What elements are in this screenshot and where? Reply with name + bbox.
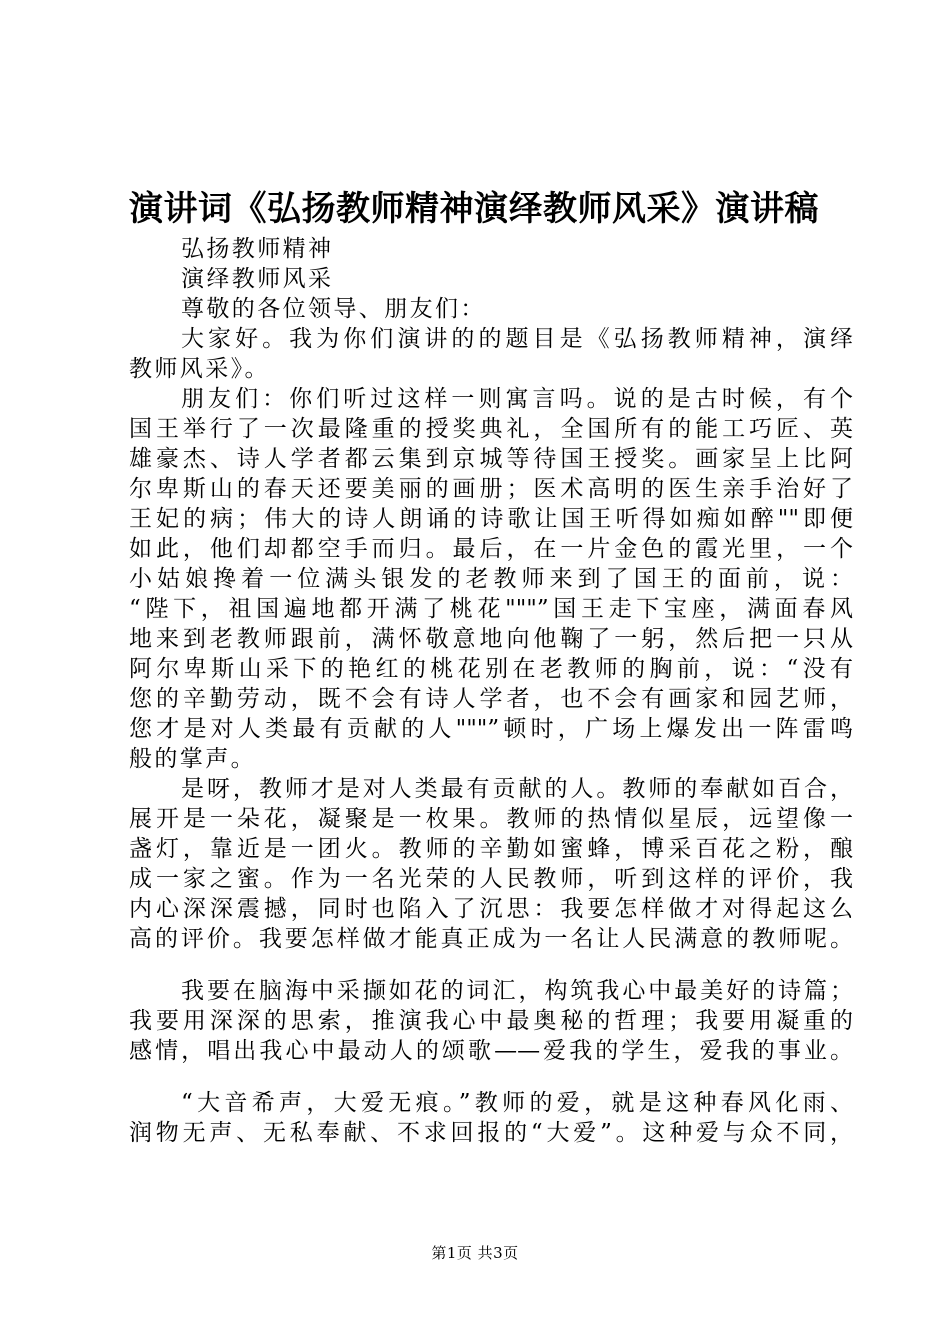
paragraph-line: “陛下，祖国遍地都开满了桃花"""”国王走下宝座，满面春风: [129, 596, 853, 622]
paragraph-line: 我要在脑海中采撷如花的词汇，构筑我心中最美好的诗篇；: [181, 978, 853, 1004]
salutation-line: 尊敬的各位领导、朋友们：: [181, 296, 486, 322]
paragraph-line: 盏灯，靠近是一团火。教师的辛勤如蜜蜂，博采百花之粉，酿: [129, 836, 853, 862]
paragraph-line: 高的评价。我要怎样做才能真正成为一名让人民满意的教师呢。: [129, 926, 853, 952]
paragraph-line: 如此，他们却都空手而归。最后，在一片金色的霞光里，一个: [129, 536, 853, 562]
paragraph-line: 我要用深深的思索，推演我心中最奥秘的哲理；我要用凝重的: [129, 1008, 853, 1034]
paragraph-line: 雄豪杰、诗人学者都云集到京城等待国王授奖。画家呈上比阿: [129, 446, 853, 472]
paragraph-line: 地来到老教师跟前，满怀敬意地向他鞠了一躬，然后把一只从: [129, 626, 853, 652]
paragraph-line: 是呀，教师才是对人类最有贡献的人。教师的奉献如百合，: [181, 776, 853, 802]
paragraph-line: 大家好。我为你们演讲的的题目是《弘扬教师精神，演绎: [181, 326, 853, 352]
paragraph-line: 教师风采》。: [129, 356, 270, 382]
document-body: [129, 234, 853, 1148]
paragraph-line: 您才是对人类最有贡献的人"""”顿时，广场上爆发出一阵雷鸣: [129, 716, 853, 742]
paragraph-line: 内心深深震撼，同时也陷入了沉思：我要怎样做才对得起这么: [129, 896, 853, 922]
page-footer: 第1页 共3页: [431, 1244, 519, 1262]
paragraph-line: 朋友们：你们听过这样一则寓言吗。说的是古时候，有个: [181, 386, 853, 412]
paragraph-line: 国王举行了一次最隆重的授奖典礼，全国所有的能工巧匠、英: [129, 416, 853, 442]
paragraph-line: 王妃的病；伟大的诗人朗诵的诗歌让国王听得如痴如醉""即便: [129, 506, 853, 532]
paragraph-line: 展开是一朵花，凝聚是一枚果。教师的热情似星辰，远望像一: [129, 806, 853, 832]
paragraph-line: 感情，唱出我心中最动人的颂歌——爱我的学生，爱我的事业。: [129, 1038, 853, 1064]
paragraph-line: 您的辛勤劳动，既不会有诗人学者，也不会有画家和园艺师，: [129, 686, 853, 712]
paragraph-line: 润物无声、无私奉献、不求回报的“大爱”。这种爱与众不同，: [129, 1120, 853, 1146]
paragraph-line: 般的掌声。: [129, 746, 256, 772]
subtitle-line: 弘扬教师精神: [181, 236, 334, 262]
paragraph-line: “大音希声，大爱无痕。”教师的爱，就是这种春风化雨、: [181, 1090, 853, 1116]
paragraph-line: 尔卑斯山的春天还要美丽的画册；医术高明的医生亲手治好了: [129, 476, 853, 502]
paragraph-line: 成一家之蜜。作为一名光荣的人民教师，听到这样的评价，我: [129, 866, 853, 892]
paragraph-line: 小姑娘搀着一位满头银发的老教师来到了国王的面前，说：: [129, 566, 853, 592]
subtitle-line: 演绎教师风采: [181, 266, 334, 292]
document-title: 演讲词《弘扬教师精神演绎教师风采》演讲稿: [129, 189, 819, 229]
paragraph-line: 阿尔卑斯山采下的艳红的桃花别在老教师的胸前，说：“没有: [129, 656, 853, 682]
